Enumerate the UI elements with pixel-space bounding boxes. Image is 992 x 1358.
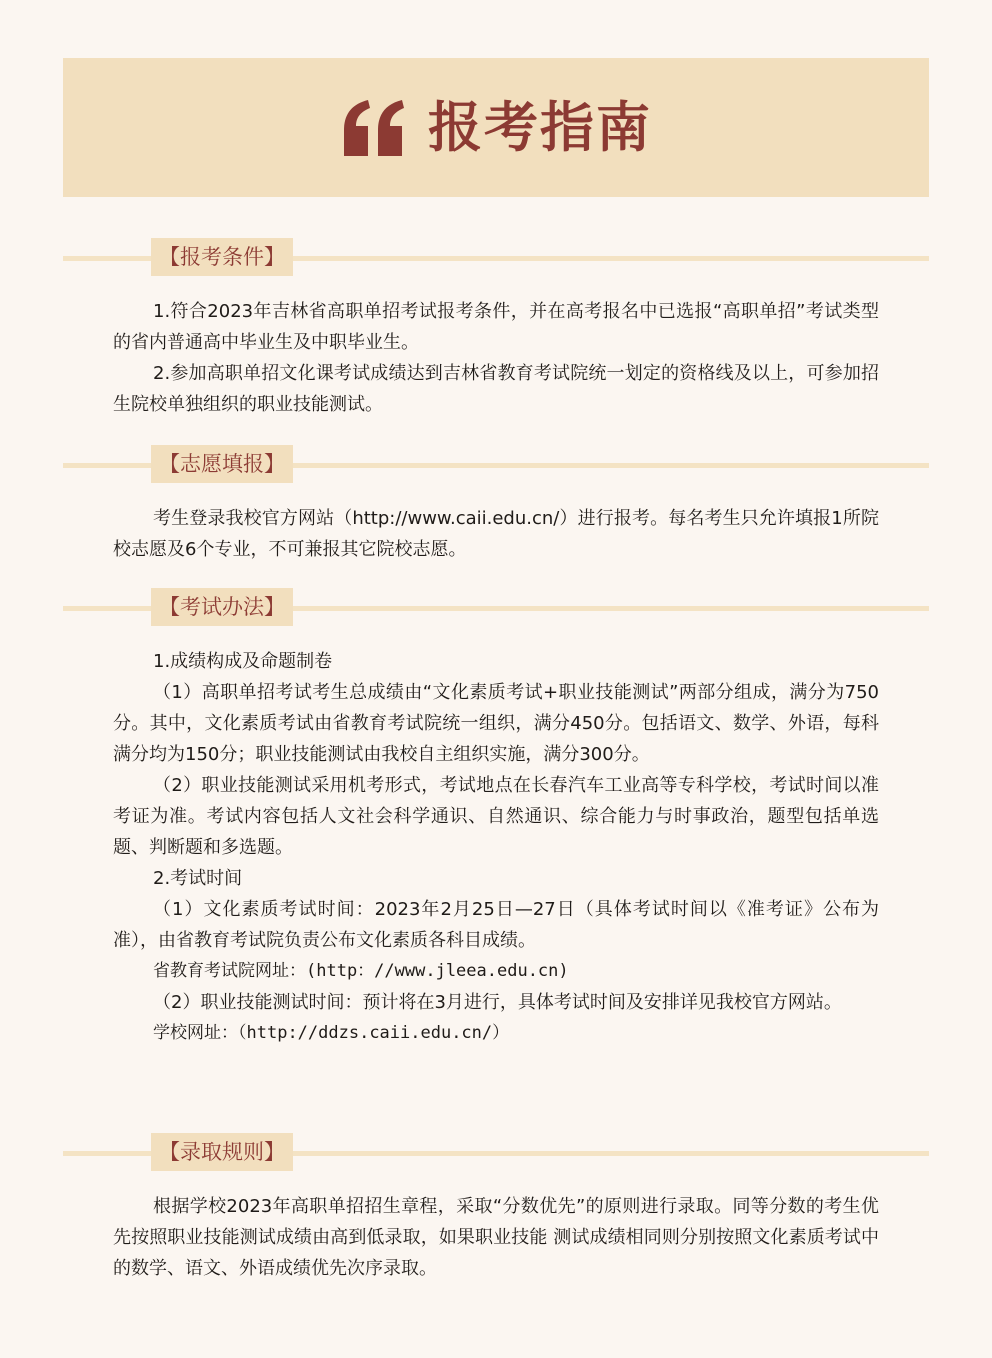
quote-mark-icon: [340, 100, 406, 156]
paragraph: 1.符合2023年吉林省高职单招考试报考条件，并在高考报名中已选报“高职单招”考试类型的省内普通高中毕业生及中职毕业生。: [113, 301, 879, 353]
exam-institute-url: 省教育考试院网址：(http：//www.jleea.edu.cn): [153, 961, 569, 981]
paragraph: 考生登录我校官方网站（http://www.caii.edu.cn/）进行报考。每名考生只允许填报1所院校志愿及6个专业，不可兼报其它院校志愿。: [113, 508, 879, 560]
paragraph: 根据学校2023年高职单招招生章程，采取“分数优先”的原则进行录取。同等分数的考生优先按照职业技能测试成绩由高到低录取，如果职业技能 测试成绩相同则分别按照文化素质考试中的数学、语文、外语成绩优先次序录取。: [113, 1196, 879, 1279]
paragraph: 2.参加高职单招文化课考试成绩达到吉林省教育考试院统一划定的资格线及以上，可参加招生院校单独组织的职业技能测试。: [113, 363, 879, 415]
page-title: 报考指南: [428, 95, 652, 159]
title-banner: [63, 58, 929, 197]
paragraph: 1.成绩构成及命题制卷: [153, 651, 333, 672]
section-application-filling: [63, 445, 929, 565]
paragraph: （1）高职单招考试考生总成绩由“文化素质考试+职业技能测试”两部分组成，满分为750分。其中，文化素质考试由省教育考试院统一组织，满分450分。包括语文、数学、外语，每科满分均为150分；职业技能测试由我校自主组织实施，满分300分。: [113, 682, 879, 765]
section-admission-rules: [63, 1133, 929, 1284]
section-header: [63, 1133, 929, 1173]
section-application-conditions: [63, 238, 929, 420]
section-title: 【录取规则】: [151, 1133, 293, 1171]
paragraph: 2.考试时间: [153, 868, 243, 889]
section-title: 【志愿填报】: [151, 445, 293, 483]
paragraph: （2）职业技能测试时间：预计将在3月进行，具体考试时间及安排详见我校官方网站。: [153, 992, 842, 1013]
paragraph: （2）职业技能测试采用机考形式，考试地点在长春汽车工业高等专科学校，考试时间以准考证为准。考试内容包括人文社会科学通识、自然通识、综合能力与时事政治，题型包括单选题、判断题和多选题。: [113, 775, 879, 858]
section-header: [63, 588, 929, 628]
paragraph: （1）文化素质考试时间：2023年2月25日—27日（具体考试时间以《准考证》公布为准），由省教育考试院负责公布文化素质各科目成绩。: [113, 899, 879, 951]
section-exam-methods: [63, 588, 929, 1049]
school-url: 学校网址：（http://ddzs.caii.edu.cn/）: [153, 1023, 510, 1043]
section-title: 【考试办法】: [151, 588, 293, 626]
title-group: [340, 95, 652, 159]
section-header: [63, 445, 929, 485]
section-title: 【报考条件】: [151, 238, 293, 276]
section-header: [63, 238, 929, 278]
